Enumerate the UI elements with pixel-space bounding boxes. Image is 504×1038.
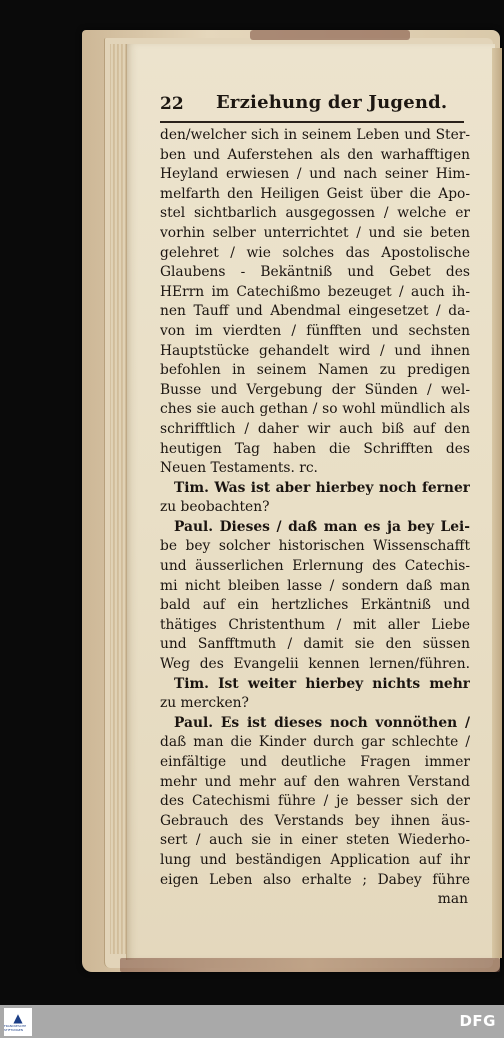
text-line: einfältige und deutliche Fragen immer — [160, 754, 470, 770]
text-line: und Sanfftmuth / damit sie den süssen — [160, 636, 470, 653]
text-line: nen Tauff und Abendmal eingesetzet / da- — [160, 303, 470, 320]
text-line: sert / auch sie in einer steten Wiederho- — [160, 832, 470, 849]
text-line: zu mercken? — [160, 695, 249, 712]
text-line: Heyland erwiesen / und nach seiner Him- — [160, 166, 470, 183]
top-stain — [250, 30, 410, 40]
dfg-logo[interactable]: DFG — [459, 1012, 496, 1030]
page-edges — [110, 44, 126, 954]
text-line: vorhin selber unterrichtet / und sie beten — [160, 224, 470, 241]
body-text — [160, 126, 470, 910]
catchword: man — [437, 891, 468, 908]
text-line: den/welcher sich in seinem Leben und Ster- — [160, 127, 470, 143]
speaker-line: Tim. Ist weiter hierbey nichts mehr — [174, 675, 470, 692]
text-line: Busse und Vergebung der Sünden / wel- — [160, 381, 470, 398]
speaker-line: Paul. Dieses / daß man es ja bey Lei- — [174, 518, 470, 535]
running-head: Erziehung der Jugend. — [216, 92, 448, 113]
text-line: von im vierdten / fünfften und sechsten — [160, 322, 470, 339]
institution-logo[interactable] — [4, 1008, 32, 1036]
text-line: gelehret / wie solches das Apostolische — [160, 244, 470, 261]
viewer-footer — [0, 1005, 504, 1038]
text-line: eigen Leben also erhalte ; Dabey führe — [160, 871, 470, 888]
header-rule — [160, 121, 464, 123]
text-line: thätiges Christenthum / mit aller Liebe — [160, 616, 470, 633]
text-line: des Catechismi führe / je besser sich der — [160, 793, 470, 810]
text-line: be bey solcher historischen Wissenschafft — [160, 538, 470, 555]
text-line: und äusserlichen Erlernung des Catechis- — [160, 558, 470, 575]
text-line: Weg des Evangelii kennen lernen/führen. — [160, 656, 470, 673]
text-line: HErrn im Catechißmo bezeuget / auch ih- — [160, 283, 470, 300]
logo-text: FRANCKESCHE STIFTUNGEN — [4, 1024, 27, 1032]
text-line: mehr und mehr auf den wahren Verstand — [160, 773, 470, 790]
speaker-line: Tim. Was ist aber hierbey noch ferner — [174, 479, 470, 496]
text-line: bald auf ein hertzliches Erkäntniß und — [160, 597, 470, 614]
text-line: schrifftlich / daher wir auch biß auf den — [160, 420, 470, 437]
text-line: heutigen Tag haben die Schrifften des — [160, 440, 470, 457]
text-line: daß man die Kinder durch gar schlechte / — [160, 734, 470, 751]
text-line: Neuen Testaments. rc. — [160, 460, 318, 477]
text-line: lung und beständigen Application auf ihr — [160, 851, 470, 868]
orphanage-icon: ▲ — [13, 1011, 23, 1025]
text-line: Hauptstücke gehandelt wird / und ihnen — [160, 342, 470, 359]
text-line: befohlen in seinem Namen zu predigen — [160, 362, 470, 379]
speaker-line: Paul. Es ist dieses noch vonnöthen / — [174, 714, 470, 731]
text-line: ben und Auferstehen als den warhafftigen — [160, 146, 470, 163]
page-header — [160, 92, 460, 118]
text-line: mi nicht bleiben lasse / sondern daß man — [160, 577, 470, 594]
page-number: 22 — [160, 94, 184, 114]
text-line: Gebrauch des Verstands bey ihnen äus- — [160, 812, 470, 829]
text-line: zu beobachten? — [160, 499, 270, 516]
text-line: melfarth den Heiligen Geist über die Apo- — [160, 185, 470, 202]
text-line: stel sichtbarlich ausgegossen / welche er — [160, 205, 470, 222]
bottom-stain — [120, 958, 500, 972]
text-line: ches sie auch gethan / so wohl mündlich als — [160, 401, 470, 418]
text-line: Glaubens - Bekäntniß und Gebet des — [160, 264, 470, 281]
page-right-edge — [492, 48, 502, 958]
